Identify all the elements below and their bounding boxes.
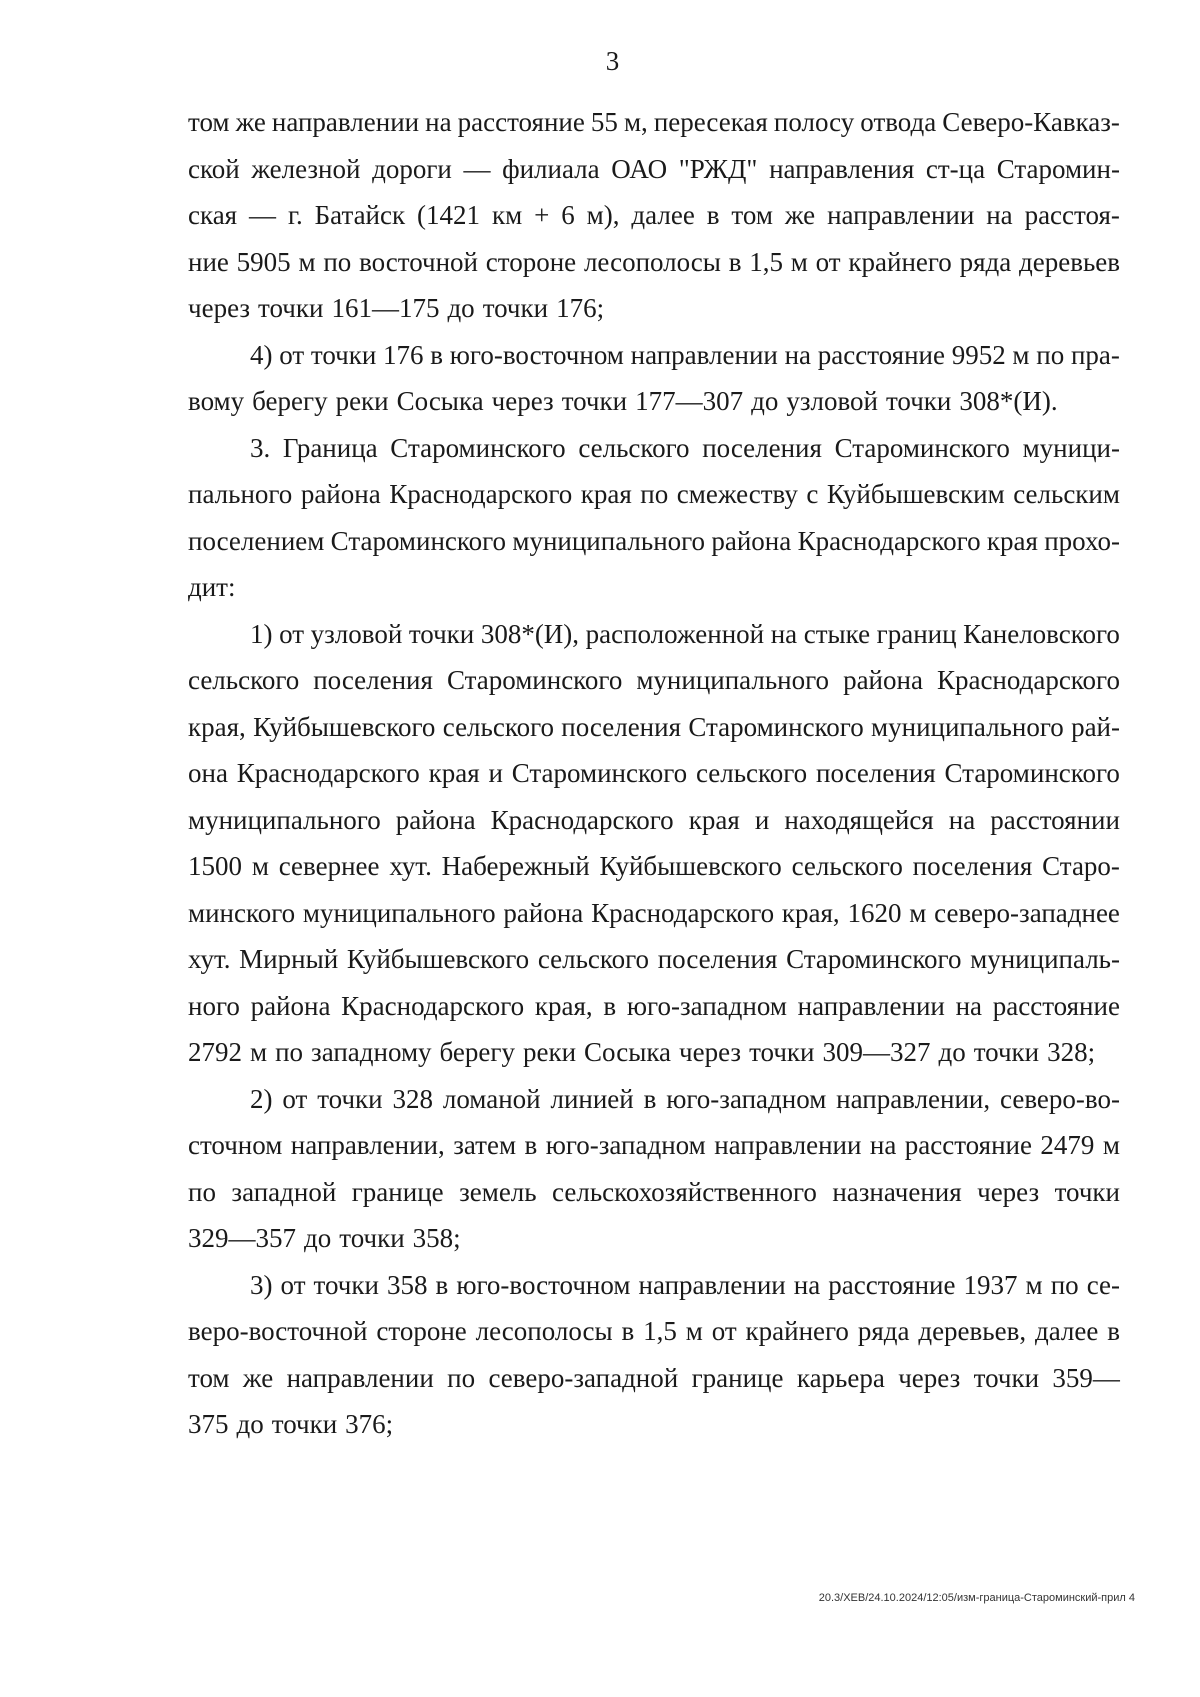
text-line: вому берегу реки Сосыка через точки 177—307 до узловой точки 308*(И). (188, 386, 1058, 416)
text-line: 2792 м по западному берегу реки Сосыка через точки 309—327 до точки 328; (188, 1037, 1096, 1067)
text-line: веро-восточной стороне лесополосы в 1,5 м от крайнего ряда деревьев, далее в (188, 1316, 1120, 1346)
text-line: сточном направлении, затем в юго-западном направлении на расстояние 2479 м (188, 1130, 1120, 1160)
text-line: дит: (188, 572, 236, 602)
text-line: сельского поселения Староминского муниципального района Краснодарского (188, 665, 1120, 695)
text-line: 375 до точки 376; (188, 1409, 394, 1439)
text-line: по западной границе земель сельскохозяйственного назначения через точки (188, 1176, 1120, 1207)
text-line: края, Куйбышевского сельского поселения Староминского муниципального рай- (188, 711, 1120, 742)
text-line: муниципального района Краснодарского края и находящейся на расстоянии (188, 804, 1120, 835)
text-line: 4) от точки 176 в юго-восточном направлении на расстояние 9952 м по пра- (250, 339, 1120, 370)
document-body (188, 99, 1120, 1448)
text-line: минского муниципального района Краснодарского края, 1620 м северо-западнее (188, 897, 1120, 928)
paragraph (188, 1076, 1120, 1262)
text-line: ская — г. Батайск (1421 км + 6 м), далее в том же направлении на расстоя- (188, 200, 1120, 230)
text-line: 3) от точки 358 в юго-восточном направлении на расстояние 1937 м по се- (250, 1269, 1120, 1300)
text-line: том же направлении на расстояние 55 м, пересекая полосу отвода Северо-Кавказ- (188, 107, 1120, 137)
text-line: ние 5905 м по восточной стороне лесополосы в 1,5 м от крайнего ряда деревьев (188, 246, 1120, 277)
document-footer: 20.3/ХЕВ/24.10.2024/12:05/изм-граница-Староминский-прил 4 (818, 1592, 1135, 1604)
paragraph (188, 332, 1120, 425)
paragraph (188, 99, 1120, 332)
text-line: поселением Староминского муниципального района Краснодарского края прохо- (188, 525, 1120, 556)
text-line: пального района Краснодарского края по смежеству с Куйбышевским сельским (188, 479, 1120, 509)
paragraph (188, 611, 1120, 1076)
text-line: том же направлении по северо-западной границе карьера через точки 359— (188, 1362, 1120, 1393)
text-line: 3. Граница Староминского сельского поселения Староминского муници- (250, 432, 1120, 463)
text-line: 329—357 до точки 358; (188, 1223, 461, 1253)
text-line: хут. Мирный Куйбышевского сельского поселения Староминского муниципаль- (188, 944, 1120, 974)
text-line: она Краснодарского края и Староминского сельского поселения Староминского (188, 758, 1120, 788)
text-line: ской железной дороги — филиала ОАО "РЖД" направления ст-ца Старомин- (188, 153, 1120, 184)
text-line: 1500 м севернее хут. Набережный Куйбышевского сельского поселения Старо- (188, 851, 1120, 881)
text-line: через точки 161—175 до точки 176; (188, 293, 605, 323)
text-line: 1) от узловой точки 308*(И), расположенной на стыке границ Канеловского (250, 618, 1120, 649)
paragraph (188, 1262, 1120, 1448)
page-number: 3 (605, 46, 620, 76)
text-line: 2) от точки 328 ломаной линией в юго-западном направлении, северо-во- (250, 1083, 1120, 1114)
paragraph (188, 425, 1120, 611)
text-line: ного района Краснодарского края, в юго-западном направлении на расстояние (188, 990, 1120, 1021)
